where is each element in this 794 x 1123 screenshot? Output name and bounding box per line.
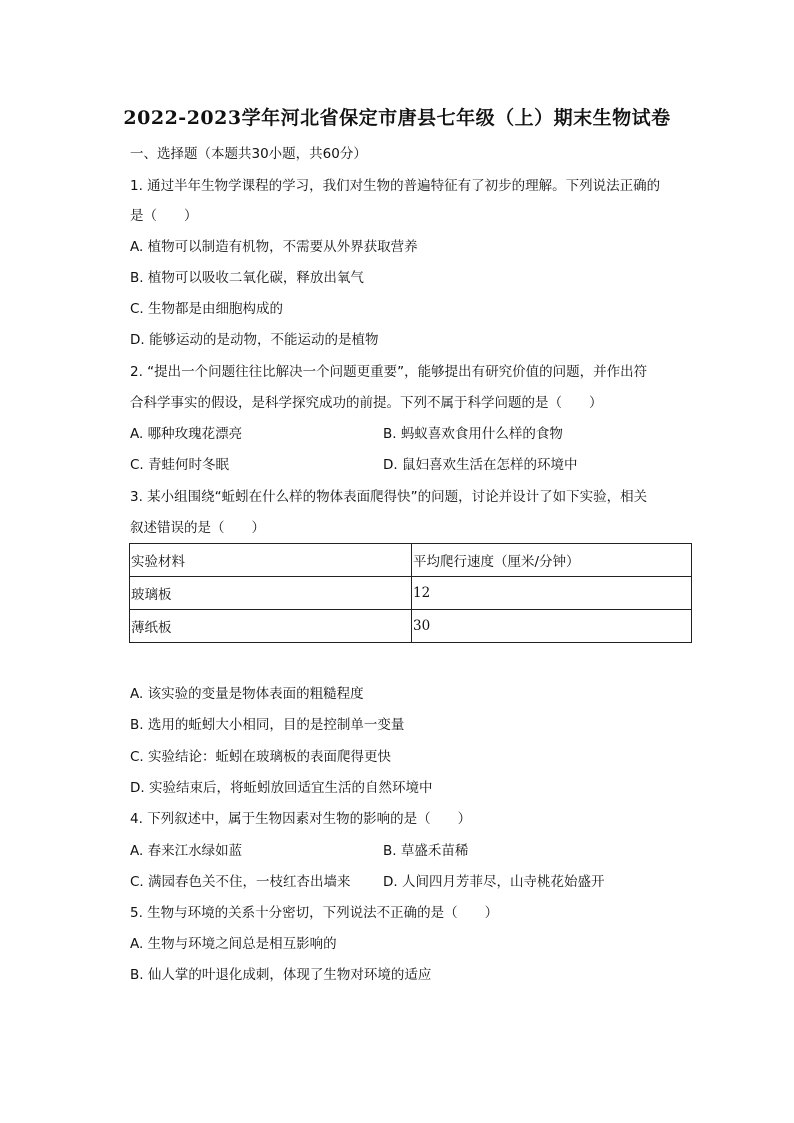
question-5-option-b: B. 仙人掌的叶退化成刺，体现了生物对环境的适应 — [130, 967, 432, 983]
question-3-stem-cont: 叙述错误的是（ ） — [130, 520, 265, 536]
question-2-option-b: B. 蚂蚁喜欢食用什么样的食物 — [383, 426, 563, 442]
exam-title: 2022-2023学年河北省保定市唐县七年级（上）期末生物试卷 — [123, 107, 671, 129]
question-3-option-a: A. 该实验的变量是物体表面的粗糙程度 — [130, 686, 364, 702]
table-header-row — [130, 544, 692, 577]
question-2-option-d: D. 鼠妇喜欢生活在怎样的环境中 — [383, 457, 578, 473]
table-header-cell: 实验材料 — [130, 544, 412, 577]
question-5-option-a: A. 生物与环境之间总是相互影响的 — [130, 936, 337, 952]
question-3-option-c: C. 实验结论：蚯蚓在玻璃板的表面爬得更快 — [130, 749, 392, 765]
table-header-cell: 平均爬行速度（厘米/分钟） — [412, 544, 692, 577]
question-1-stem-cont: 是（ ） — [130, 208, 198, 224]
question-3-option-d: D. 实验结束后，将蚯蚓放回适宜生活的自然环境中 — [130, 780, 433, 796]
question-1-option-b: B. 植物可以吸收二氧化碳，释放出氧气 — [130, 270, 364, 286]
table-row — [130, 610, 692, 643]
question-2-option-a: A. 哪种玫瑰花漂亮 — [130, 426, 243, 442]
question-3-stem: 3. 某小组围绕“蚯蚓在什么样的物体表面爬得快”的问题，讨论并设计了如下实验，相关 — [130, 489, 648, 505]
question-2-stem: 2. “提出一个问题往往比解决一个问题更重要”，能够提出有研究价值的问题，并作出符 — [130, 364, 648, 380]
question-4-option-a: A. 春来江水绿如蓝 — [130, 843, 243, 859]
question-5-stem: 5. 生物与环境的关系十分密切，下列说法不正确的是（ ） — [130, 905, 499, 921]
question-4-option-d: D. 人间四月芳菲尽，山寺桃花始盛开 — [383, 874, 605, 890]
question-1-option-c: C. 生物都是由细胞构成的 — [130, 301, 284, 317]
table-row — [130, 577, 692, 610]
table-cell: 玻璃板 — [130, 577, 412, 610]
table-cell: 薄纸板 — [130, 610, 412, 643]
question-4-stem: 4. 下列叙述中，属于生物因素对生物的影响的是（ ） — [130, 811, 472, 827]
question-2-stem-cont: 合科学事实的假设，是科学探究成功的前提。下列不属于科学问题的是（ ） — [130, 395, 603, 411]
table-cell: 12 — [412, 577, 692, 610]
question-1-option-d: D. 能够运动的是动物，不能运动的是植物 — [130, 332, 379, 348]
experiment-table — [129, 543, 692, 643]
question-4-option-c: C. 满园春色关不住，一枝红杏出墙来 — [130, 874, 351, 890]
question-3-option-b: B. 选用的蚯蚓大小相同，目的是控制单一变量 — [130, 717, 405, 733]
question-1-option-a: A. 植物可以制造有机物，不需要从外界获取营养 — [130, 239, 418, 255]
section-heading: 一、选择题（本题共30小题，共60分） — [130, 146, 367, 162]
question-1-stem: 1. 通过半年生物学课程的学习，我们对生物的普遍特征有了初步的理解。下列说法正确的 — [130, 178, 661, 194]
question-4-option-b: B. 草盛禾苗稀 — [383, 843, 469, 859]
question-2-option-c: C. 青蛙何时冬眠 — [130, 457, 230, 473]
table-cell: 30 — [412, 610, 692, 643]
